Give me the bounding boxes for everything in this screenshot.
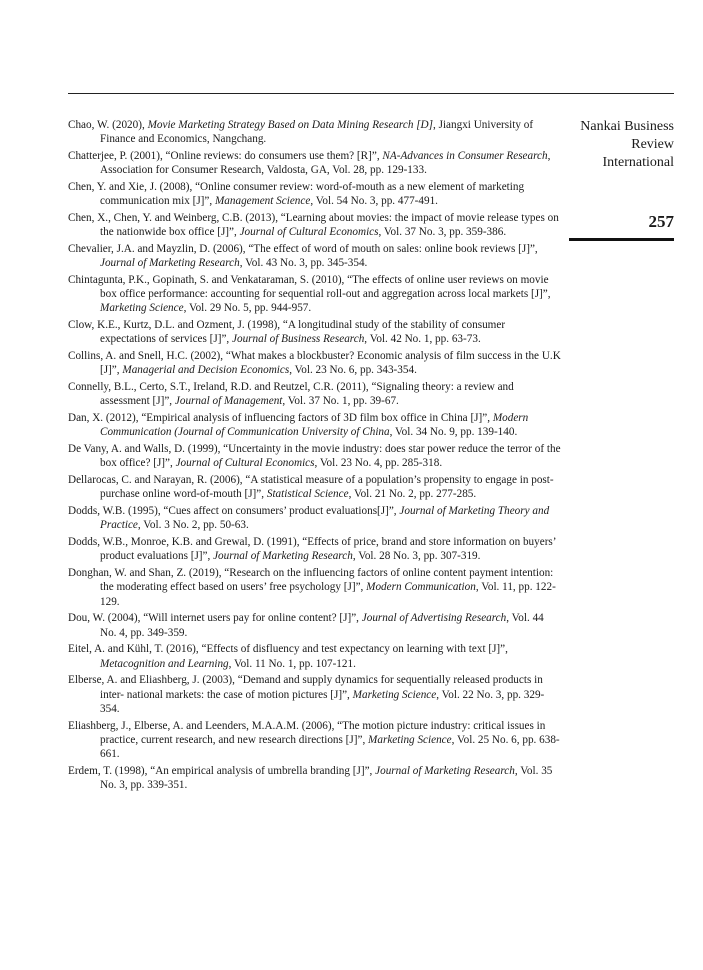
reference-text: Eliashberg, J., Elberse, A. and Leenders, M.A.A.M. (2006), “The motion picture industry: critical issues in practice, current research, and new research directions [J]”,: [68, 719, 546, 746]
reference-entry: [68, 380, 562, 408]
reference-source: Journal of Marketing Research: [100, 257, 240, 270]
reference-source: Marketing Science: [352, 688, 437, 701]
reference-text: Dellarocas, C. and Narayan, R. (2006), “A statistical measure of a population’s propensity to engage in post-purchase online word-of-mouth [J]”,: [68, 474, 554, 501]
reference-entry: [68, 118, 562, 146]
reference-details: , Vol. 34 No. 9, pp. 139-140.: [389, 426, 518, 439]
header-rule: [68, 93, 674, 94]
reference-details: , Vol. 44 No. 4, pp. 349-359.: [100, 612, 544, 639]
reference-source: Journal of Business Research: [232, 333, 365, 346]
reference-details: , Vol. 35 No. 3, pp. 339-351.: [100, 764, 553, 792]
reference-details: , Vol. 54 No. 3, pp. 477-491.: [310, 195, 438, 208]
reference-text: Collins, A. and Snell, H.C. (2002), “What makes a blockbuster? Economic analysis of film success in the U.K [J]”,: [68, 350, 561, 377]
reference-list: [68, 118, 562, 795]
reference-entry: [68, 180, 562, 208]
reference-details: , Vol. 23 No. 6, pp. 343-354.: [289, 364, 417, 377]
reference-source: Management Science: [214, 195, 311, 208]
reference-details: , Vol. 37 No. 1, pp. 39-67.: [282, 395, 399, 408]
reference-entry: [68, 242, 562, 270]
reference-details: , Jiangxi University of Finance and Economics, Nangchang.: [100, 119, 534, 146]
reference-source: Managerial and Decision Economics: [122, 364, 290, 377]
reference-source: Journal of Cultural Economics: [239, 226, 379, 239]
reference-text: Elberse, A. and Eliashberg, J. (2003), “Demand and supply dynamics for sequentially released products in inter- national markets: the case of motion pictures [J]”,: [68, 674, 543, 701]
reference-details: , Vol. 25 No. 6, pp. 638-661.: [100, 733, 560, 761]
reference-entry: [68, 764, 562, 792]
reference-text: Chen, X., Chen, Y. and Weinberg, C.B. (2013), “Learning about movies: the impact of movie release types on the nationwide box office [J]”,: [68, 212, 559, 239]
reference-entry: [68, 442, 562, 470]
reference-text: Dodds, W.B., Monroe, K.B. and Grewal, D. (1991), “Effects of price, brand and store information on buyers’ product evaluations [J]”,: [68, 536, 556, 563]
reference-source: Modern Communication: [366, 581, 476, 594]
reference-source: Journal of Marketing Theory and Practice: [100, 505, 550, 532]
reference-details: , Vol. 42 No. 1, pp. 63-73.: [364, 333, 481, 346]
reference-source: Modern Communication (Journal of Communication University of China: [100, 412, 529, 439]
reference-text: Chintagunta, P.K., Gopinath, S. and Venkataraman, S. (2010), “The effects of online user reviews on movie box office performance: accounting for sequential roll-out and aggregation across local markets [J]”,: [68, 274, 551, 301]
reference-text: De Vany, A. and Walls, D. (1999), “Uncertainty in the movie industry: does star power reduce the terror of the box office? [J]”,: [68, 443, 561, 470]
reference-source: Marketing Science: [100, 302, 184, 315]
reference-source: Journal of Advertising Research: [361, 612, 507, 625]
reference-text: Donghan, W. and Shan, Z. (2019), “Research on the influencing factors of online content payment intention: the moderating effect based on users’ free psychology [J]”,: [68, 567, 554, 594]
reference-source: Journal of Marketing Research: [213, 550, 353, 563]
reference-text: Chen, Y. and Xie, J. (2008), “Online consumer review: word-of-mouth as a new element of marketing communication mix [J]”,: [68, 181, 525, 208]
reference-text: Dou, W. (2004), “Will internet users pay for online content? [J]”,: [68, 612, 362, 625]
reference-entry: [68, 473, 562, 501]
reference-details: , Vol. 22 No. 3, pp. 329-354.: [100, 688, 545, 715]
reference-entry: [68, 566, 562, 609]
reference-details: , Vol. 21 No. 2, pp. 277-285.: [348, 488, 477, 501]
reference-text: Erdem, T. (1998), “An empirical analysis of umbrella branding [J]”,: [68, 764, 376, 777]
reference-text: Chevalier, J.A. and Mayzlin, D. (2006), “The effect of word of mouth on sales: online book reviews [J]”,: [68, 243, 538, 255]
reference-entry: [68, 535, 562, 563]
reference-details: , Association for Consumer Research, Valdosta, GA, Vol. 28, pp. 129-133.: [100, 150, 551, 177]
reference-source: NA-Advances in Consumer Research: [382, 150, 548, 162]
journal-title-line-1: Nankai Business: [580, 119, 674, 134]
reference-entry: [68, 504, 562, 532]
reference-entry: [68, 719, 562, 762]
reference-source: Journal of Marketing Research: [375, 764, 515, 777]
reference-text: Eitel, A. and Kühl, T. (2016), “Effects of disfluency and test expectancy on learning with text [J]”,: [68, 643, 508, 656]
reference-text: Connelly, B.L., Certo, S.T., Ireland, R.D. and Reutzel, C.R. (2011), “Signaling theory: a review and assessment [J]”,: [68, 381, 514, 408]
reference-details: , Vol. 29 No. 5, pp. 944-957.: [183, 302, 312, 315]
reference-source: Movie Marketing Strategy Based on Data Mining Research [D]: [147, 119, 433, 131]
reference-source: Journal of Cultural Economics: [175, 457, 315, 470]
page-number-rule: [569, 238, 674, 241]
reference-details: , Vol. 11, pp. 122-129.: [100, 581, 556, 608]
reference-details: , Vol. 23 No. 4, pp. 285-318.: [314, 457, 443, 470]
reference-entry: [68, 318, 562, 346]
reference-entry: [68, 411, 562, 439]
journal-title: [544, 118, 674, 172]
page-number: 257: [648, 212, 674, 231]
reference-entry: [68, 673, 562, 716]
journal-title-line-3: International: [602, 155, 674, 170]
reference-details: , Vol. 43 No. 3, pp. 345-354.: [239, 257, 368, 270]
reference-source: Statistical Science: [266, 488, 349, 501]
reference-entry: [68, 349, 562, 377]
reference-entry: [68, 642, 562, 670]
reference-entry: [68, 211, 562, 239]
reference-source: Journal of Management: [174, 395, 283, 408]
reference-source: Marketing Science: [368, 733, 452, 746]
reference-text: Dodds, W.B. (1995), “Cues affect on consumers’ product evaluations[J]”,: [68, 505, 400, 518]
journal-title-line-2: Review: [631, 137, 674, 152]
reference-details: , Vol. 28 No. 3, pp. 307-319.: [352, 550, 481, 563]
reference-entry: [68, 273, 562, 316]
reference-details: , Vol. 11 No. 1, pp. 107-121.: [228, 657, 356, 670]
reference-text: Chatterjee, P. (2001), “Online reviews: do consumers use them? [R]”,: [68, 150, 383, 162]
reference-details: , Vol. 37 No. 3, pp. 359-386.: [378, 226, 507, 239]
reference-text: Clow, K.E., Kurtz, D.L. and Ozment, J. (1998), “A longitudinal study of the stability of consumer expectations of services [J]”,: [68, 319, 506, 346]
reference-entry: [68, 149, 562, 177]
reference-text: Chao, W. (2020),: [68, 119, 148, 131]
reference-entry: [68, 611, 562, 639]
reference-source: Metacognition and Learning: [100, 657, 229, 670]
reference-text: Dan, X. (2012), “Empirical analysis of influencing factors of 3D film box office in China [J]”,: [68, 412, 493, 425]
reference-details: , Vol. 3 No. 2, pp. 50-63.: [137, 519, 249, 532]
